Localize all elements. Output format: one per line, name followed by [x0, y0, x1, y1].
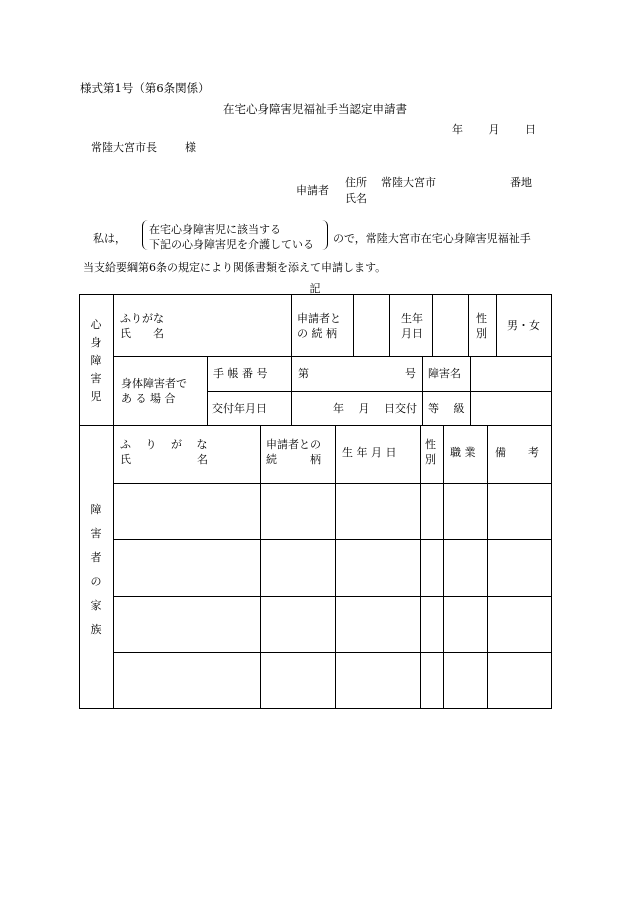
- statement-line-2: 当支給要綱第6条の規定により関係書類を添えて申請します。: [83, 261, 387, 274]
- name-label: 氏名: [345, 192, 367, 205]
- child-name-label: 氏 名: [120, 327, 164, 340]
- family-remarks-label: 備 考: [495, 446, 539, 459]
- statement-option-2[interactable]: 下記の心身障害児を介護している: [149, 238, 314, 251]
- day-label: 日: [525, 123, 536, 136]
- child-section-label: 心身障害児: [90, 318, 102, 403]
- family-relation-label-2: 続 柄: [266, 453, 321, 466]
- statement-option-1[interactable]: 在宅心身障害児に該当する: [149, 223, 281, 236]
- address-suffix: 番地: [510, 176, 532, 189]
- family-occupation-label: 職 業: [450, 446, 476, 459]
- family-sex-label-2: 別: [425, 453, 436, 466]
- disability-name-label: 障害名: [428, 367, 461, 380]
- month-label: 月: [488, 123, 500, 136]
- address-city: 常陸大宮市: [381, 176, 436, 189]
- year-label: 年: [452, 123, 463, 136]
- family-furigana-label: ふ り が な: [120, 438, 208, 451]
- child-relation-label-2: の 続 柄: [297, 327, 337, 340]
- handbook-no-suffix: 号: [405, 367, 416, 380]
- applicant-label: 申請者: [296, 184, 329, 197]
- family-section-label: 障害者の家族: [90, 503, 102, 636]
- issue-date-label: 交付年月日: [212, 402, 267, 415]
- form-number: 様式第1号（第6条関係）: [80, 81, 210, 95]
- ki-heading: 記: [309, 282, 321, 295]
- family-relation-label-1: 申請者との: [266, 438, 321, 451]
- issue-date-value: 年 月 日交付: [333, 402, 417, 415]
- child-furigana-label: ふりがな: [120, 312, 164, 325]
- address-label: 住所: [345, 176, 367, 189]
- handbook-number-label: 手 帳 番 号: [213, 367, 268, 380]
- family-sex-label-1: 性: [425, 438, 436, 451]
- child-relation-label-1: 申請者と: [297, 312, 341, 325]
- disabled-label-2: あ る 場 合: [121, 392, 176, 405]
- statement-prefix: 私は，: [93, 232, 126, 245]
- family-name-label: 氏 名: [120, 453, 208, 466]
- child-sex-label-1: 性: [476, 312, 487, 325]
- family-birth-label: 生 年 月 日: [342, 446, 397, 459]
- child-birth-label-1: 生年: [401, 312, 423, 325]
- grade-label: 等 級: [428, 402, 465, 415]
- child-birth-label-2: 月日: [401, 327, 423, 340]
- addressee-name: 常陸大宮市長: [91, 141, 157, 154]
- disabled-label-1: 身体障害者で: [121, 377, 187, 390]
- child-sex-value[interactable]: 男・女: [507, 319, 540, 332]
- document-title: 在宅心身障害児福祉手当認定申請書: [223, 102, 407, 116]
- child-sex-label-2: 別: [476, 327, 487, 340]
- handbook-no-prefix: 第: [298, 367, 309, 380]
- statement-suffix: ので，常陸大宮市在宅心身障害児福祉手: [333, 232, 531, 245]
- honorific: 様: [185, 141, 196, 154]
